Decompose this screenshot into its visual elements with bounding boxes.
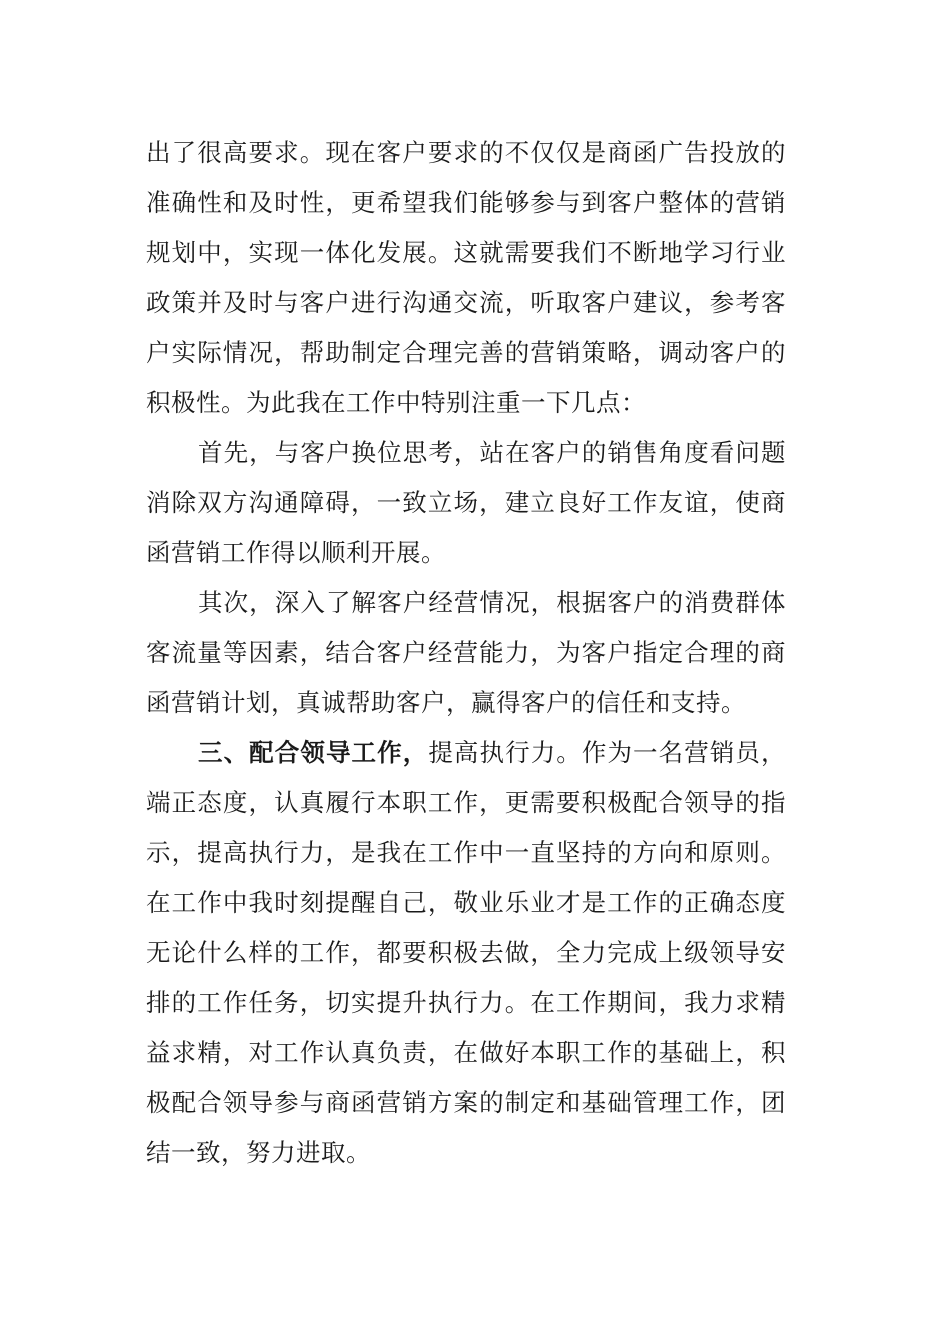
paragraph-section-three: [146, 728, 786, 1178]
text-line: 户实际情况，帮助制定合理完善的营销策略，调动客户的: [146, 338, 786, 367]
text-line: 益求精，对工作认真负责，在做好本职工作的基础上，积: [146, 1038, 786, 1067]
section-heading: 三、配合领导工作，: [198, 738, 429, 767]
text-line: 函营销计划，真诚帮助客户，赢得客户的信任和支持。: [146, 688, 746, 717]
heading-continuation: 提高执行力。作为一名营销员，: [428, 738, 787, 767]
text-line: 其次，深入了解客户经营情况，根据客户的消费群体: [198, 588, 786, 617]
paragraph-first-point: [146, 428, 786, 578]
text-line: 函营销工作得以顺利开展。: [146, 538, 446, 567]
text-line: 政策并及时与客户进行沟通交流，听取客户建议，参考客: [146, 288, 786, 317]
text-line: 在工作中我时刻提醒自己，敬业乐业才是工作的正确态度: [146, 888, 786, 917]
text-line: 客流量等因素，结合客户经营能力，为客户指定合理的商: [146, 638, 786, 667]
text-line: 示，提高执行力，是我在工作中一直坚持的方向和原则。: [146, 838, 786, 867]
text-line: 排的工作任务，切实提升执行力。在工作期间，我力求精: [146, 988, 786, 1017]
text-line: 规划中，实现一体化发展。这就需要我们不断地学习行业: [146, 238, 786, 267]
text-line: 结一致，努力进取。: [146, 1138, 371, 1167]
text-line: 消除双方沟通障碍，一致立场，建立良好工作友谊，使商: [146, 488, 786, 517]
text-line: 积极性。为此我在工作中特别注重一下几点：: [146, 388, 646, 417]
paragraph-requirements: [146, 128, 786, 428]
text-line: 极配合领导参与商函营销方案的制定和基础管理工作，团: [146, 1088, 786, 1117]
paragraph-second-point: [146, 578, 786, 728]
text-line: 出了很高要求。现在客户要求的不仅仅是商函广告投放的: [146, 138, 786, 167]
text-line: 首先，与客户换位思考，站在客户的销售角度看问题: [198, 438, 786, 467]
text-line: [146, 728, 786, 778]
text-line: 无论什么样的工作，都要积极去做，全力完成上级领导安: [146, 938, 786, 967]
document-page: [146, 128, 786, 1178]
text-line: 准确性和及时性，更希望我们能够参与到客户整体的营销: [146, 188, 786, 217]
text-line: 端正态度，认真履行本职工作，更需要积极配合领导的指: [146, 788, 786, 817]
